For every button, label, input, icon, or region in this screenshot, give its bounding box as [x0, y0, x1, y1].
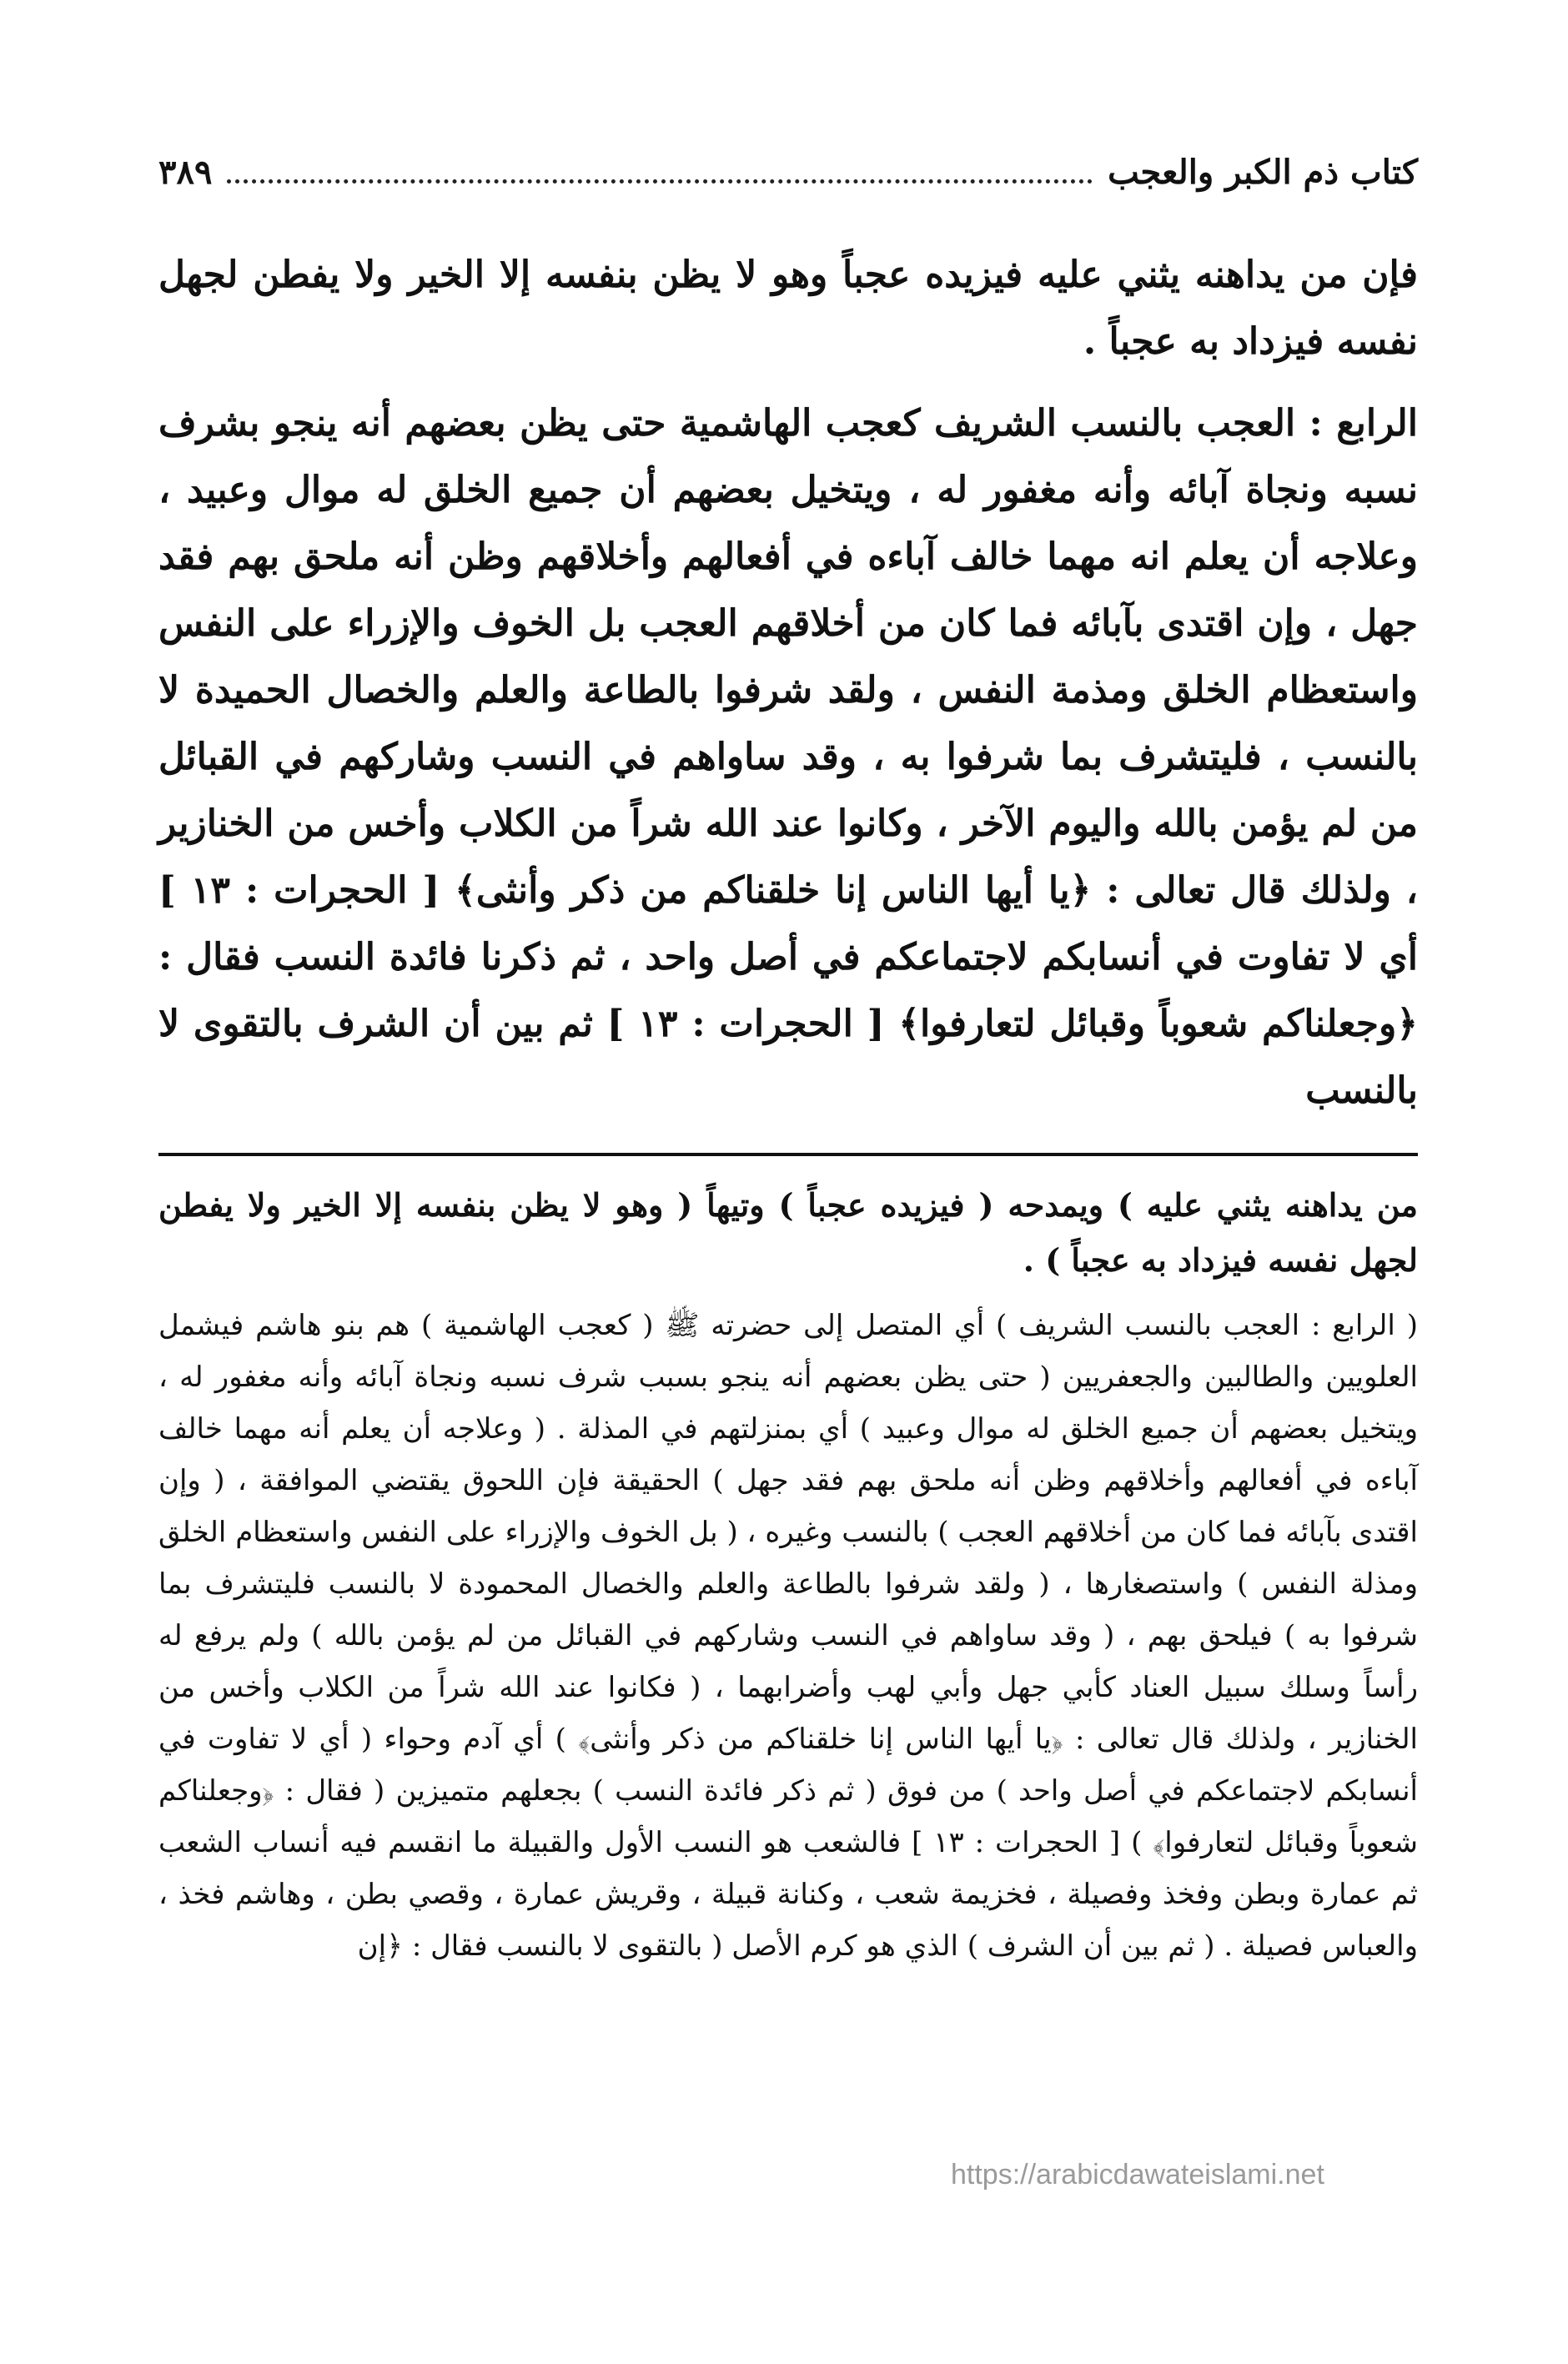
book-title: كتاب ذم الكبر والعجب: [1108, 153, 1418, 192]
main-text: [158, 242, 1418, 1124]
header-dot-leader: [227, 179, 1093, 184]
main-paragraph-body: العجب بالنسب الشريف كعجب الهاشمية حتى يظن بعضهم أنه ينجو بشرف نسبه ونجاة آبائه وأنه مغفور له ، ويتخيل بعضهم أن جميع الخلق له موال وعبيد ، وعلاجه أن يعلم انه مهما خالف آباءه في أفعالهم وأخلاقهم وظن أنه ملحق بهم فقد جهل ، وإن اقتدى بآبائه فما كان من أخلاقهم العجب بل الخوف والإزراء على النفس واستعظام الخلق ومذمة النفس ، ولقد شرفوا بالطاعة والعلم والخصال الحميدة لا بالنسب ، فليتشرف بما شرفوا به ، وقد ساواهم في النسب وشاركهم في القبائل من لم يؤمن بالله واليوم الآخر ، وكانوا عند الله شراً من الكلاب وأخس من الخنازير ، ولذلك قال تعالى : ﴿يا أيها الناس إنا خلقناكم من ذكر وأنثى﴾ [ الحجرات : ١٣ ] أي لا تفاوت في أنسابكم لاجتماعكم في أصل واحد ، ثم ذكرنا فائدة النسب فقال : ﴿وجعلناكم شعوباً وقبائل لتعارفوا﴾ [ الحجرات : ١٣ ] ثم بين أن الشرف بالتقوى لا بالنسب: [158, 402, 1419, 1112]
footnote-divider: [158, 1153, 1418, 1156]
watermark-url: https://arabicdawateislami.net: [951, 2159, 1324, 2190]
running-header: [158, 133, 1418, 192]
commentary-paragraph: ( الرابع : العجب بالنسب الشريف ) أي المتصل إلى حضرته ﷺ ( كعجب الهاشمية ) هم بنو هاشم فيشمل العلويين والطالبين والجعفريين ( حتى يظن بعضهم أنه ينجو بسبب شرف نسبه ونجاة آبائه وأنه مغفور له ، ويتخيل بعضهم أن جميع الخلق له موال وعبيد ) أي بمنزلتهم في المذلة . ( وعلاجه أن يعلم أنه مهما خالف آباءه في أفعالهم وأخلاقهم وظن أنه ملحق بهم فقد جهل ) الحقيقة فإن اللحوق يقتضي الموافقة ، ( وإن اقتدى بآبائه فما كان من أخلاقهم العجب ) بالنسب وغيره ، ( بل الخوف والإزراء على النفس واستعظام الخلق ومذلة النفس ) واستصغارها ، ( ولقد شرفوا بالطاعة والعلم والخصال المحمودة لا بالنسب فليتشرف بما شرفوا به ) فيلحق بهم ، ( وقد ساواهم في النسب وشاركهم في القبائل من لم يؤمن بالله ) ولم يرفع له رأساً وسلك سبيل العناد كأبي جهل وأبي لهب وأضرابهما ، ( فكانوا عند الله شراً من الكلاب وأخس من الخنازير ، ولذلك قال تعالى : ﴿يا أيها الناس إنا خلقناكم من ذكر وأنثى﴾ ) أي آدم وحواء ( أي لا تفاوت في أنسابكم لاجتماعكم في أصل واحد ) من فوق ( ثم ذكر فائدة النسب ) بجعلهم متميزين ( فقال : ﴿وجعلناكم شعوباً وقبائل لتعارفوا﴾ ) [ الحجرات : ١٣ ] فالشعب هو النسب الأول والقبيلة ما انقسم فيه أنساب الشعب ثم عمارة وبطن وفخذ وفصيلة ، فخزيمة شعب ، وكنانة قبيلة ، وقريش عمارة ، وقصي بطن ، وهاشم فخذ ، والعباس فصيلة . ( ثم بين أن الشرف ) الذي هو كرم الأصل ( بالتقوى لا بالنسب فقال : ﴿إن: [158, 1309, 1418, 1963]
commentary-text: [158, 1178, 1418, 1972]
book-page: [158, 133, 1418, 2302]
main-paragraph: [158, 390, 1418, 1124]
main-paragraph: فإن من يداهنه يثني عليه فيزيده عجباً وهو لا يظن بنفسه إلا الخير ولا يفطن لجهل نفسه فيزداد به عجباً .: [158, 254, 1418, 363]
section-lead: الرابع :: [1309, 402, 1419, 445]
commentary-paragraph: من يداهنه يثني عليه ) ويمدحه ( فيزيده عجباً ) وتيهاً ( وهو لا يظن بنفسه إلا الخير ولا يفطن لجهل نفسه فيزداد به عجباً ) .: [158, 1186, 1418, 1279]
page-number: ٣٨٩: [158, 153, 213, 192]
